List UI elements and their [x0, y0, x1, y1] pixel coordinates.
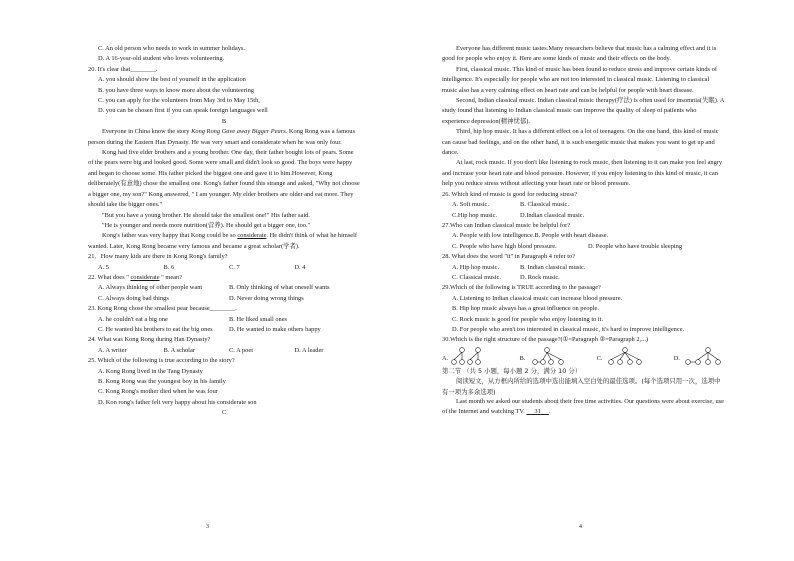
q26-stem: 26. Which kind of music is good for reducing stress?: [442, 190, 578, 198]
q27-options-row1: [442, 231, 724, 241]
q26-option-d: D.Indian classical music.: [520, 211, 585, 219]
q28-options-row2: [442, 273, 724, 283]
q26-option-a: A. Soft music.: [452, 201, 489, 209]
passage-paragraph-4: "He is younger and needs more nutrition(营养). He should get a bigger one, too.": [102, 221, 311, 229]
q25-option-a: A. Kong Rong lived in the Tang Dynasty: [98, 367, 203, 375]
music-paragraph-3: Third, hip hop music. It has a different effect on a lot of teenagers. On the one hand, this kind of music can cause bad feelings, and on the other hand, it is such energetic music that makes you want to get up and dance.: [442, 128, 719, 157]
q30-option-c: C.: [597, 347, 647, 365]
q29-option-b: B. Hip hop music always has a great influence on people.: [452, 305, 599, 313]
q21-option-c: C. 7: [229, 263, 240, 271]
section-b-label: B: [221, 117, 227, 125]
q28-option-b: B. Indian classical music.: [520, 263, 586, 271]
q27-stem: 27.Who can Indian classical music be helpful for?: [442, 221, 571, 229]
q20-stem: 20. It's clear that________.: [88, 65, 158, 73]
q22-option-a: A. Always thinking of other people want: [98, 284, 203, 292]
q21-stem: 21．How many kids are there in Kong Rong's family?: [88, 253, 228, 261]
q20-option-c: C. you can apply for the volunteers from May 3rd to May 15th,: [98, 97, 260, 105]
q28-option-a: A. Hip hop music.: [452, 263, 500, 271]
page-number-right: 4: [579, 524, 582, 530]
underlined-word: considerate: [237, 232, 267, 240]
q29-option-a: A. Listening to Indian classical music can increase blood pressure.: [452, 294, 623, 302]
q27-options-row2: [442, 242, 724, 252]
prev-option-d: D. A 16-year-old student who loves volunteering.: [98, 55, 225, 63]
q26-option-c: C.Hip hop music.: [452, 211, 498, 219]
q21-option-d: D. 4: [294, 263, 306, 271]
q22-option-b: B. Only thinking of what oneself wants: [229, 284, 330, 292]
part-2-title: 第二节 （共 5 小题，每小题 2 分，满分 10 分）: [442, 366, 582, 375]
q27-option-a: A. People with low intelligence.: [452, 232, 535, 240]
q23-option-c: C. He wanted his brothers to eat the big ones: [98, 325, 213, 333]
q28-stem: 28. What does the word "it" in Paragraph 4 refer to?: [442, 253, 576, 261]
q21-option-a: A. 5: [98, 263, 110, 271]
q21-option-b: B. 6: [163, 263, 175, 271]
q25-option-b: B. Kong Rong was the youngest boy in his family: [98, 378, 226, 385]
q20-option-a: A. you should show the best of yourself in the application: [98, 76, 246, 84]
q25-option-c: C. Kong Rong's mother died when he was four: [98, 388, 218, 396]
music-intro: Everyone has different music tastes.Many researchers believe that music has a calming effect and it is good for people who enjoy it. Here are some kinds of music and their effects on the body.: [442, 45, 717, 63]
q30-structure-diagrams: [442, 347, 724, 365]
q30-option-a: A.: [442, 347, 492, 365]
q30-option-d: D.: [674, 347, 724, 365]
q24-option-a: A. A writer: [98, 346, 127, 354]
passage-paragraph-2: Kong had five elder brothers and a young brother. One day, their father bought lots of pears. Some of the pears were big and looked good. Some were small and didn't look so good. The boys were happy and began to choose some. His father picked the biggest one and gave it to him.However, Kong deliberately(有意地) chose the smallest one. Kong's father found this strange and asked, "Why not choose a bigger one, my son?" Kong answered, " I am younger. My elder brothers are older and eat more. They should take the bigger ones.": [88, 149, 360, 209]
q28-options-row1: [442, 263, 724, 273]
q24-option-c: C. A poet: [229, 346, 253, 354]
q30-option-b: B.: [519, 347, 569, 365]
passage-paragraph-1: Everyone in China know the story Kong Rong Gave away Bigger Pears. Kong Rong was a famous person during the Eastern Han Dynasty. He was very smart and considerate when he was only four.: [88, 128, 355, 146]
q23-option-b: B. He liked small ones: [229, 315, 288, 323]
q22-option-c: C. Always doing bad things: [98, 294, 169, 302]
q23-option-a: A. he couldn't eat a big one: [98, 315, 168, 323]
passage-paragraph-3: "But you have a young brother. He should take the smallest one!" His father said.: [102, 211, 310, 219]
structure-diagram-icon: [448, 347, 492, 365]
q28-option-d: D. Rock music.: [520, 273, 560, 281]
page-number-left: 3: [206, 524, 209, 530]
q26-options-row2: [442, 211, 724, 221]
right-column: [442, 44, 724, 418]
structure-diagram-icon: [680, 347, 724, 365]
q23-stem: 23. Kong Rong chose the smallest pear because________.: [88, 305, 237, 313]
cloze-paragraph: Last month we asked our students about their free time activities. Our questions were about exercise, use of the Internet and watching TV. 31 .: [442, 398, 724, 416]
q24-option-b: B. A scholar: [163, 346, 195, 354]
q24-stem: 24. What was Kong Rong during Han Dynasty?: [88, 336, 211, 344]
prev-option-c: C. An old person who needs to work in summer holidays.: [98, 45, 245, 52]
q20-option-b: B. you have three ways to know more about the volunteering: [98, 86, 254, 94]
passage-paragraph-5: Kong's father was very happy that Kong could be so considerate. He didn't think of what he himself wanted. Later, Kong Rong became very famous and became a great scholar(学者).: [88, 232, 358, 250]
q20-option-d: D. you can be chosen first if you can speak foreign languages well: [98, 107, 268, 115]
q25-stem: 25. Which of the following is true according to the story?: [88, 357, 235, 365]
q22-option-d: D. Never doing wrong things: [229, 294, 304, 302]
q26-option-b: B. Classical music.: [520, 201, 569, 209]
structure-diagram-icon: [525, 347, 569, 365]
q25-option-d: D. Kon rong's father felt very happy about his considerate son: [98, 398, 257, 406]
q27-option-c: C. People who have high blood pressure.: [452, 242, 557, 250]
q30-stem: 30.Which is the right structure of the passage?(①=Paragraph ②=Paragraph 2,...): [442, 336, 649, 344]
q24-option-d: D. A leader: [294, 346, 324, 354]
music-paragraph-4: At last, rock music. If you don't like listening to rock music, then listening to it can make you feel angry and increase your heart rate and blood pressure. However, if you enjoy listening to this kind of music, it can help you reduce stress without affecting your heart rate or blood pressure.: [442, 159, 723, 188]
q29-option-c: C. Rock music is good for people who enjoy listening to it.: [452, 315, 604, 323]
q27-option-b: B. People with heart disease.: [534, 232, 609, 240]
q26-options: [442, 200, 724, 210]
part-2-instruction: 阅读短文，从方框内所给的选项中选出能填入空白处的最佳选项。(每个选项只用一次，选项中有一项为多余选项): [442, 377, 721, 396]
q28-option-c: C. Classical music.: [452, 273, 501, 281]
q29-option-d: D. For people who aren't too interested in classical music, it's hard to improve intelligence.: [452, 325, 685, 333]
section-c-label: C: [221, 409, 227, 417]
music-paragraph-2: Second, Indian classical music. Indian classical music therapy(疗法) is often used for insomnia(失眠). A study found that listening to Indian classical music can improve the quality of sleep of patients who experience depression(精神忧郁).: [442, 97, 724, 125]
q29-stem: 29.Which of the following is TRUE according to the passage?: [442, 284, 601, 292]
q23-option-d: D. He wanted to make others happy: [229, 325, 321, 333]
q22-stem: 22. What does " considerate " mean?: [88, 273, 183, 281]
q27-option-d: D. People who have trouble sleeping: [588, 242, 683, 250]
music-paragraph-1: First, classical music. This kind of music has been found to reduce stress and improve certain kinds of intelligence. It's especially for people who are not too interested in classical music. Listening to classical music also has a very calming effect on heart rate and can be helpful for people with heart disease.: [442, 65, 717, 94]
blank-31[interactable]: 31: [534, 408, 541, 416]
structure-diagram-icon: [603, 347, 647, 365]
story-title: Kong Rong Gave away Bigger Pears: [191, 128, 286, 136]
